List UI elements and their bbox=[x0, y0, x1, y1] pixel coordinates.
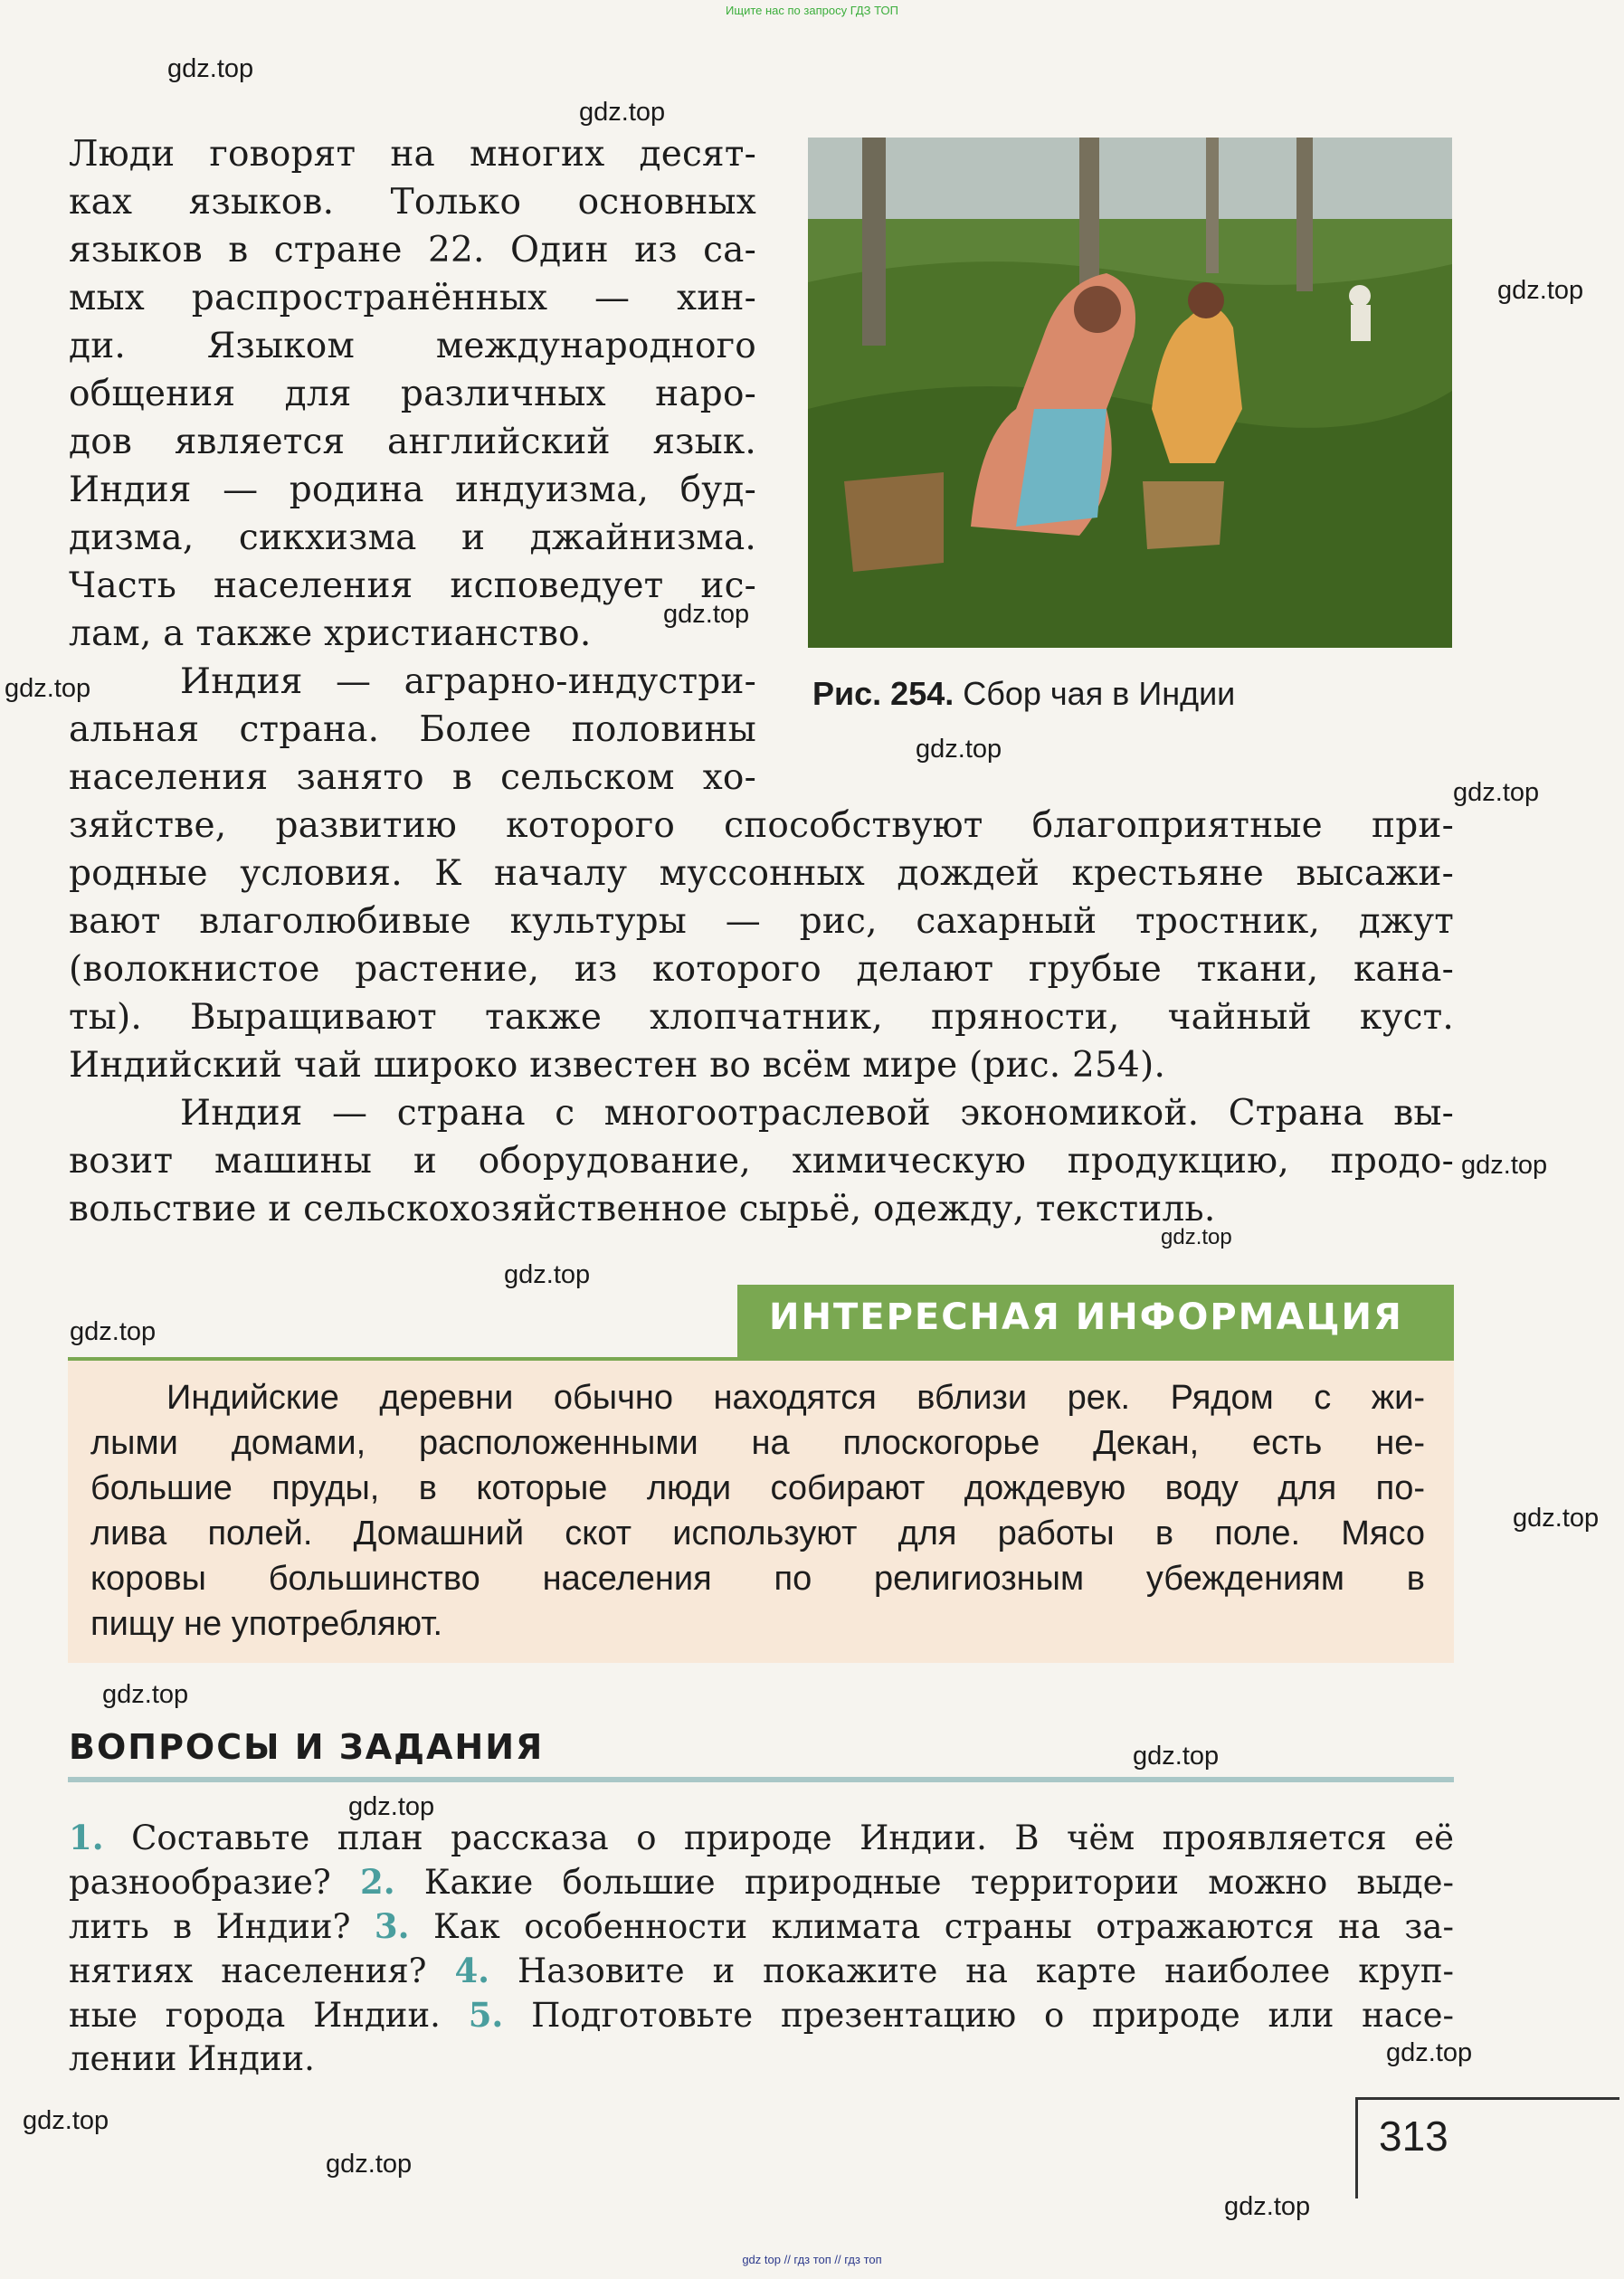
info-line: пищу не употребляют. bbox=[90, 1605, 443, 1643]
info-header: ИНТЕРЕСНАЯ ИНФОРМАЦИЯ bbox=[769, 1296, 1403, 1338]
watermark: gdz.top bbox=[70, 1317, 157, 1346]
text-line: Индия — аграрно-индустри- bbox=[180, 661, 756, 702]
question-line bbox=[69, 1816, 1454, 1860]
page-number-frame-horizontal bbox=[1355, 2097, 1619, 2100]
info-line: лива полей. Домашний скот используют для работы в поле. Мясо bbox=[90, 1515, 1425, 1553]
watermark: gdz.top bbox=[1161, 1225, 1232, 1249]
figure-label: Рис. 254. bbox=[812, 675, 954, 712]
watermark: gdz.top bbox=[1513, 1504, 1600, 1533]
text-line: ты). Выращивают также хлопчатник, пряности, чайный куст. bbox=[69, 997, 1454, 1038]
tea-harvest-illustration bbox=[808, 138, 1452, 648]
figure-text: Сбор чая в Индии bbox=[963, 675, 1236, 712]
text-line: дизма, сикхизма и джайнизма. bbox=[69, 518, 756, 558]
text-line: Люди говорят на многих десят- bbox=[69, 134, 756, 175]
text-line: населения занято в сельском хо- bbox=[69, 757, 756, 798]
paragraph-languages bbox=[69, 130, 756, 658]
watermark: gdz.top bbox=[504, 1260, 591, 1289]
text-line: Индия — родина индуизма, буд- bbox=[69, 470, 756, 510]
text-line: (волокнистое растение, из которого делают грубые ткани, кана- bbox=[69, 949, 1454, 990]
info-line: большие пруды, в которые люди собирают дождевую воду для по- bbox=[90, 1469, 1425, 1507]
info-box bbox=[68, 1361, 1454, 1663]
watermark: gdz.top bbox=[1497, 276, 1584, 305]
info-line: лыми домами, расположенными на плоскогорье Декан, есть не- bbox=[90, 1424, 1425, 1462]
text-line: возит машины и оборудование, химическую продукцию, продо- bbox=[69, 1141, 1454, 1182]
text-line: общения для различных наро- bbox=[69, 374, 756, 414]
info-line: коровы большинство населения по религиозным убеждениям в bbox=[90, 1560, 1425, 1598]
watermark: gdz.top bbox=[916, 735, 1002, 764]
text-line: Индийский чай широко известен во всём мире (рис. 254). bbox=[69, 1045, 1166, 1086]
text-line: Часть населения исповедует ис- bbox=[69, 565, 756, 606]
watermark: gdz.top bbox=[167, 54, 254, 83]
question-text: Какие большие природные территории можно выде- bbox=[394, 1863, 1454, 1902]
page-number: 313 bbox=[1379, 2113, 1448, 2160]
watermark: gdz.top bbox=[1453, 778, 1540, 807]
tea-harvest-photo bbox=[808, 138, 1452, 648]
paragraph-agriculture bbox=[69, 658, 1454, 1089]
watermark: gdz.top bbox=[326, 2150, 413, 2179]
text-line: мых распространённых — хин- bbox=[69, 278, 756, 318]
question-number: 5. bbox=[468, 1995, 504, 2035]
watermark: gdz.top bbox=[1461, 1151, 1548, 1180]
watermark: gdz.top bbox=[1386, 2038, 1473, 2067]
text-line: ках языков. Только основных bbox=[69, 182, 756, 223]
watermark: gdz.top bbox=[1224, 2192, 1311, 2221]
text-line: альная страна. Более половины bbox=[69, 709, 756, 750]
watermark: gdz.top bbox=[579, 98, 666, 127]
top-banner: Ищите нас по запросу ГДЗ ТОП bbox=[726, 4, 898, 17]
question-number: 3. bbox=[374, 1906, 410, 1946]
question-text: Как особенности климата страны отражаются на за- bbox=[409, 1907, 1454, 1946]
text-line: родные условия. К началу муссонных дождей крестьяне высажи- bbox=[69, 853, 1454, 894]
watermark: gdz.top bbox=[23, 2106, 109, 2135]
question-text: лить в Индии? bbox=[69, 1907, 375, 1946]
question-line bbox=[69, 2037, 1454, 2081]
text-line: зяйстве, развитию которого способствуют благоприятные при- bbox=[69, 805, 1454, 846]
question-text: Подготовьте презентацию о природе или насе- bbox=[503, 1996, 1454, 2035]
questions-block bbox=[69, 1816, 1454, 2081]
question-line bbox=[69, 1904, 1454, 1949]
questions-divider bbox=[68, 1777, 1454, 1782]
text-line: вают влаголюбивые культуры — рис, сахарный тростник, джут bbox=[69, 901, 1454, 942]
paragraph-economy bbox=[69, 1089, 1454, 1233]
question-number: 4. bbox=[454, 1951, 490, 1990]
question-line bbox=[69, 1860, 1454, 1904]
question-number: 2. bbox=[359, 1862, 395, 1902]
text-line: лам, а также христианство. bbox=[69, 613, 592, 654]
text-line: дов является английский язык. bbox=[69, 422, 756, 462]
bottom-banner: gdz top // гдз топ // гдз топ bbox=[742, 2253, 882, 2266]
question-text: лении Индии. bbox=[69, 2039, 315, 2078]
question-text: Составьте план рассказа о природе Индии. В чём проявляется её bbox=[103, 1818, 1454, 1857]
watermark: gdz.top bbox=[348, 1792, 435, 1821]
question-line bbox=[69, 1993, 1454, 2037]
watermark: gdz.top bbox=[663, 600, 750, 629]
question-text: ные города Индии. bbox=[69, 1996, 469, 2035]
question-line bbox=[69, 1949, 1454, 1993]
question-number: 1. bbox=[69, 1818, 104, 1857]
info-line: Индийские деревни обычно находятся вблизи рек. Рядом с жи- bbox=[166, 1379, 1425, 1417]
watermark: gdz.top bbox=[1133, 1742, 1220, 1771]
questions-title: ВОПРОСЫ И ЗАДАНИЯ bbox=[69, 1727, 545, 1767]
watermark: gdz.top bbox=[102, 1680, 189, 1709]
text-line: ди. Языком международного bbox=[69, 326, 756, 366]
page-number-frame-vertical bbox=[1355, 2097, 1358, 2198]
question-text: нятиях населения? bbox=[69, 1951, 455, 1990]
text-line: Индия — страна с многоотраслевой экономикой. Страна вы- bbox=[180, 1093, 1454, 1134]
text-line: языков в стране 22. Один из са- bbox=[69, 230, 756, 271]
question-text: Назовите и покажите на карте наиболее круп- bbox=[489, 1951, 1454, 1990]
text-line: вольствие и сельскохозяйственное сырьё, одежду, текстиль. bbox=[69, 1189, 1216, 1230]
watermark: gdz.top bbox=[5, 674, 91, 703]
question-text: разнообразие? bbox=[69, 1863, 360, 1902]
